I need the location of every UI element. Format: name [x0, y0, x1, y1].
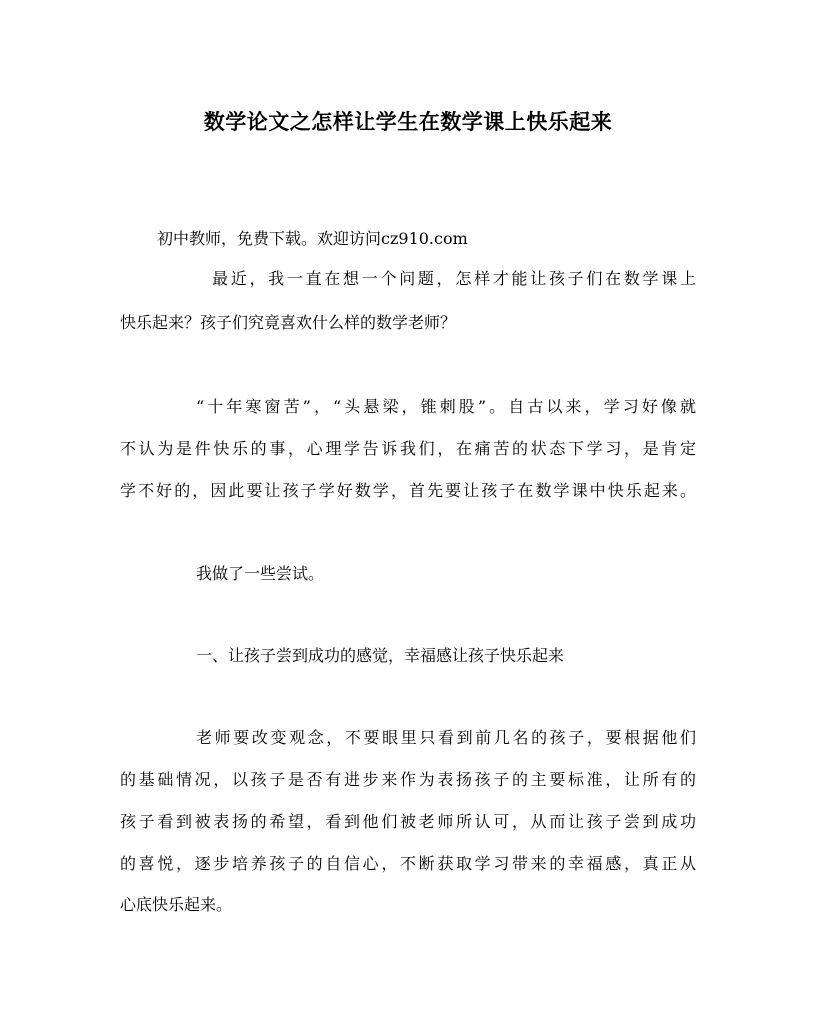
paragraph-3-line-3: 孩子看到被表扬的希望，看到他们被老师所认可，从而让孩子尝到成功 [120, 812, 696, 831]
paragraph-1-line-1: “十年寒窗苦”，“头悬梁，锥刺股”。自古以来，学习好像就 [196, 397, 696, 416]
paragraph-3-line-5: 心底快乐起来。 [120, 895, 233, 914]
paragraph-1-line-2: 不认为是件快乐的事，心理学告诉我们，在痛苦的状态下学习，是肯定 [120, 439, 696, 458]
paragraph-3-line-2: 的基础情况，以孩子是否有进步来作为表扬孩子的主要标准，让所有的 [120, 770, 696, 789]
paragraph-3-line-4: 的喜悦，逐步培养孩子的自信心，不断获取学习带来的幸福感，真正从 [120, 854, 696, 873]
document-title: 数学论文之怎样让学生在数学课上快乐起来 [203, 109, 613, 134]
paragraph-2-line-1: 我做了一些尝试。 [196, 564, 325, 583]
section-heading-1: 一、让孩子尝到成功的感觉，幸福感让孩子快乐起来 [196, 646, 565, 665]
paragraph-3-line-1: 老师要改变观念，不要眼里只看到前几名的孩子，要根据他们 [196, 728, 696, 747]
intro-line-1: 初中教师，免费下载。欢迎访问cz910.com [157, 229, 468, 248]
intro-line-3: 快乐起来？孩子们究竟喜欢什么样的数学老师？ [120, 313, 457, 332]
paragraph-1-line-3: 学不好的，因此要让孩子学好数学，首先要让孩子在数学课中快乐起来。 [120, 481, 696, 500]
intro-line-2: 最近，我一直在想一个问题，怎样才能让孩子们在数学课上 [212, 269, 696, 288]
